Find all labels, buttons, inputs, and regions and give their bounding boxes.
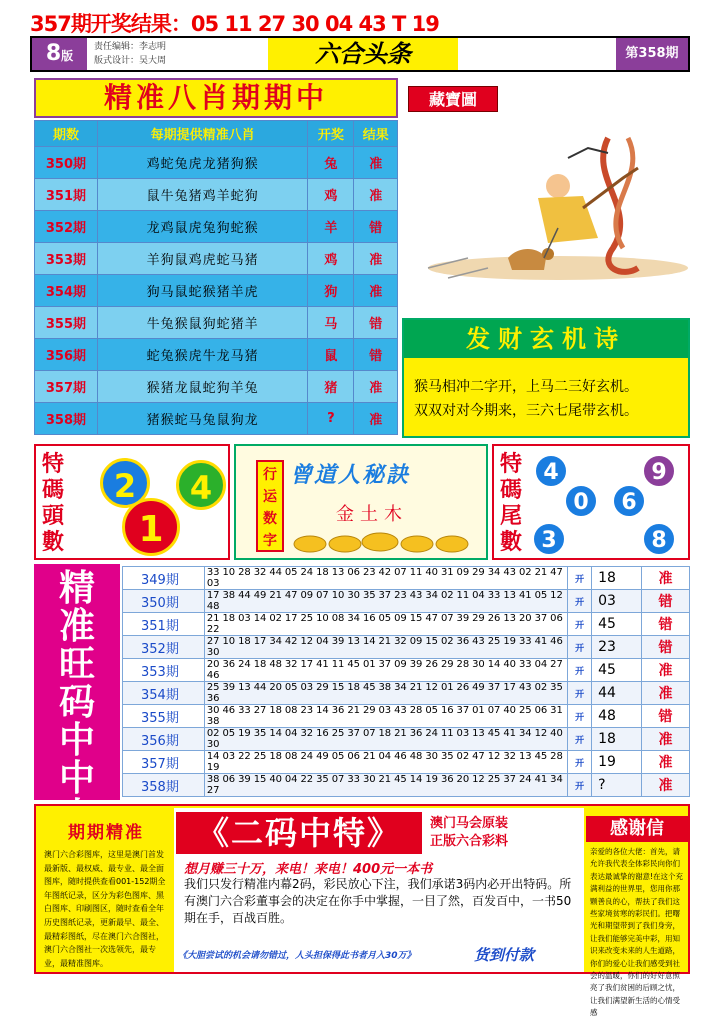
ad-footnote: 《大胆尝试的机会请勿错过，人头担保得此书者月入30万》: [178, 951, 416, 961]
cell-draw: 狗: [308, 275, 354, 307]
secret-panel: [234, 444, 488, 560]
cell-kai: 开: [568, 682, 592, 705]
secret-title: 曾道人秘訣: [290, 463, 411, 488]
eight-zodiac-table: [34, 120, 398, 435]
cell-kai: 开: [568, 705, 592, 728]
cell-period: 350期: [123, 590, 205, 613]
ad-subtitle-1: 澳门马会原装: [430, 816, 509, 831]
table-row: [123, 636, 690, 659]
cell-numbers: 17 38 44 49 21 47 09 07 10 30 35 37 23 43 34 02 11 04 33 13 41 05 12 48: [204, 590, 567, 613]
thank-you-letter: [586, 812, 688, 1018]
cell-kai: 开: [568, 567, 592, 590]
cell-result: 准: [354, 147, 398, 179]
cell-numbers: 27 10 18 17 34 42 12 04 39 13 14 21 32 09 15 02 36 43 25 19 33 41 46 30: [204, 636, 567, 659]
table-row: [35, 275, 398, 307]
cell-zodiacs: 猴猪龙鼠蛇狗羊兔: [97, 371, 308, 403]
cell-period: 351期: [123, 613, 205, 636]
header-zodiacs: 每期提供精准八肖: [97, 121, 308, 147]
cell-kai: 开: [568, 590, 592, 613]
page-number: 8: [45, 41, 62, 66]
designer-line: 版式设计：吴大周: [94, 56, 167, 66]
cell-draw: 18: [592, 567, 642, 590]
cell-result: 准: [642, 567, 690, 590]
lucky-number-badge: 行 运 数 字: [256, 460, 284, 552]
cell-zodiacs: 猪猴蛇马兔鼠狗龙: [97, 403, 308, 435]
cell-draw: 23: [592, 636, 642, 659]
cell-zodiacs: 狗马鼠蛇猴猪羊虎: [97, 275, 308, 307]
cell-result: 准: [354, 275, 398, 307]
header-draw: 开奖: [308, 121, 354, 147]
masthead: [30, 36, 690, 72]
table-header-row: [35, 121, 398, 147]
cell-result: 错: [642, 636, 690, 659]
cell-draw: 19: [592, 751, 642, 774]
table-row: [123, 682, 690, 705]
cell-kai: 开: [568, 613, 592, 636]
cell-result: 错: [354, 211, 398, 243]
cell-zodiacs: 牛兔猴鼠狗蛇猪羊: [97, 307, 308, 339]
table-row: [35, 179, 398, 211]
cell-draw: 45: [592, 659, 642, 682]
cell-draw: 03: [592, 590, 642, 613]
cell-period: 358期: [35, 403, 98, 435]
every-issue-body: 澳门六合彩图库，这里是澳门首发最新版、最权威、最专业、最全面图库，随时提供查看001-152期全年图纸记录，区分为彩色图库、黑白图库、印刷图区，随时查看全年历史图纸记录，更新最早、最全、最精彩图纸，尽在澳门六合图社，澳门六合图社一次选领先，最专业，最精准图库。: [44, 850, 166, 968]
cell-result: 错: [354, 307, 398, 339]
tail-ball: 9: [642, 454, 676, 488]
fortune-poem-panel: [402, 318, 690, 438]
cell-kai: 开: [568, 659, 592, 682]
cell-period: 358期: [123, 774, 205, 797]
thanks-body: 亲爱的各位大佬：首先，请允许我代表全体彩民向你们表达最诚挚的谢意!在这个充满利益的世界里，您用你那颗善良的心，帮扶了我们这些家境贫寒的彩民们。把曙光和期望带到了我们身旁，让我们能够完美中彩，用知识来改变未来的人生道路，你们的爱心让我们感受到社会的温暖，你们的好好意照亮了我们贫困的后顾之忧，让我们满望新生活的心情受感: [590, 847, 684, 1018]
cell-period: 354期: [123, 682, 205, 705]
table-row: [35, 307, 398, 339]
cell-result: 准: [642, 659, 690, 682]
cell-result: 准: [354, 371, 398, 403]
special-tail-panel: [492, 444, 690, 560]
cell-period: 355期: [123, 705, 205, 728]
cell-zodiacs: 鼠牛兔猪鸡羊蛇狗: [97, 179, 308, 211]
cell-numbers: 14 03 22 25 18 08 24 49 05 06 21 04 46 48 30 35 02 47 12 32 13 45 28 19: [204, 751, 567, 774]
cell-result: 准: [354, 403, 398, 435]
cell-draw: 45: [592, 613, 642, 636]
special-head-panel: [34, 444, 230, 560]
cell-draw: 鸡: [308, 243, 354, 275]
cash-on-delivery: 货到付款: [474, 946, 535, 964]
cell-result: 准: [642, 751, 690, 774]
cell-result: 错: [642, 705, 690, 728]
cell-period: 354期: [35, 275, 98, 307]
cell-numbers: 25 39 13 44 20 05 03 29 15 18 45 38 34 21 12 01 26 49 37 17 43 02 35 36: [204, 682, 567, 705]
dog: [508, 249, 546, 270]
table-row: [123, 751, 690, 774]
cell-numbers: 33 10 28 32 44 05 24 18 13 06 23 42 07 11 40 31 09 29 34 43 02 21 47 03: [204, 567, 567, 590]
hot-numbers-label: [34, 564, 120, 800]
tail-label: 特 碼 尾 數: [500, 452, 523, 555]
ad-slogan: 想月赚三十万，来电！来电！400元一本书: [184, 862, 433, 877]
cell-draw: 18: [592, 728, 642, 751]
head-label: 特 碼 頭 數: [42, 452, 65, 555]
ad-body: 我们只发行精准内幕2码，彩民放心下注，我们承诺3码内必开出特码。所有澳门六合彩董事会的决定在你手中掌握，一目了然，百发百中，一书50期在手，百战百胜。: [184, 877, 572, 925]
cell-period: 352期: [123, 636, 205, 659]
cell-period: 353期: [123, 659, 205, 682]
editor-line: 责任编辑：李志明: [94, 42, 167, 52]
header-result: 结果: [354, 121, 398, 147]
cell-draw: ?: [308, 403, 354, 435]
table-row: [35, 403, 398, 435]
tail-ball: 6: [612, 484, 646, 518]
cell-result: 准: [354, 179, 398, 211]
table-row: [35, 147, 398, 179]
table-row: [35, 211, 398, 243]
table-row: [35, 339, 398, 371]
cell-period: 357期: [123, 751, 205, 774]
cell-period: 352期: [35, 211, 98, 243]
treasure-stamp: 藏寶圖: [408, 86, 498, 112]
cell-period: 353期: [35, 243, 98, 275]
thanks-title: 感谢信: [586, 816, 688, 842]
two-code-ad: [174, 808, 584, 972]
cell-zodiacs: 羊狗鼠鸡虎蛇马猪: [97, 243, 308, 275]
cell-draw: 兔: [308, 147, 354, 179]
hot-numbers-label-text: 精 准 旺 码 中 中: [58, 568, 95, 799]
cell-numbers: 20 36 24 18 48 32 17 41 11 45 01 37 09 39 26 29 28 30 14 40 33 04 27 46: [204, 659, 567, 682]
cell-result: 错: [354, 339, 398, 371]
table-row: [123, 613, 690, 636]
cell-numbers: 02 05 19 35 14 04 32 16 25 37 07 18 21 36 24 11 03 13 45 41 34 12 40 30: [204, 728, 567, 751]
cell-draw: 马: [308, 307, 354, 339]
head-ball: 4: [176, 460, 226, 510]
poem-line-1: 猴马相冲二字开，上马二三好玄机。: [414, 379, 638, 395]
header-period: 期数: [35, 121, 98, 147]
table-row: [35, 243, 398, 275]
table-row: [123, 728, 690, 751]
twisted-tree-branch: [616, 138, 633, 248]
tail-ball: 8: [642, 522, 676, 556]
walking-stick: [583, 168, 638, 208]
cell-result: 准: [642, 682, 690, 705]
cell-kai: 开: [568, 751, 592, 774]
bottom-panel: [34, 804, 690, 1018]
table-row: [123, 705, 690, 728]
table-row: [123, 567, 690, 590]
ground: [428, 256, 688, 280]
cell-result: 准: [642, 728, 690, 751]
cell-period: 356期: [123, 728, 205, 751]
table-row: [123, 774, 690, 797]
cell-draw: 44: [592, 682, 642, 705]
cell-period: 356期: [35, 339, 98, 371]
cell-draw: 羊: [308, 211, 354, 243]
paper-title: 六合头条: [268, 38, 458, 70]
cell-draw: ?: [592, 774, 642, 797]
page-unit: 版: [61, 49, 74, 63]
cell-period: 357期: [35, 371, 98, 403]
cell-zodiacs: 龙鸡鼠虎兔狗蛇猴: [97, 211, 308, 243]
page-number-badge: [32, 38, 87, 70]
table-row: [123, 659, 690, 682]
cell-draw: 鸡: [308, 179, 354, 211]
tail-ball: 3: [532, 522, 566, 556]
cell-period: 350期: [35, 147, 98, 179]
cell-result: 错: [642, 590, 690, 613]
cell-numbers: 30 46 33 27 18 08 23 14 36 21 29 03 43 28 05 16 37 01 07 40 25 06 31 38: [204, 705, 567, 728]
five-elements: 金土木: [336, 504, 408, 525]
cell-zodiacs: 鸡蛇兔虎龙猪狗猴: [97, 147, 308, 179]
tail-ball: 0: [564, 484, 598, 518]
poem-line-2: 双双对对今期来，三六七尾带玄机。: [414, 403, 638, 419]
cell-draw: 猪: [308, 371, 354, 403]
cell-draw: 48: [592, 705, 642, 728]
every-issue-panel: [40, 812, 172, 972]
draw-result-line: 357期开奖结果：05 11 27 30 04 43 T 19: [30, 12, 439, 36]
cell-zodiacs: 蛇兔猴虎牛龙马猪: [97, 339, 308, 371]
cell-period: 355期: [35, 307, 98, 339]
hot-numbers-table: [122, 566, 690, 797]
cell-result: 准: [354, 243, 398, 275]
issue-number: 第358期: [616, 38, 688, 70]
cell-kai: 开: [568, 728, 592, 751]
head-ball: 2: [100, 458, 150, 508]
tail-ball: 4: [534, 454, 568, 488]
gold-ingots-icon: [290, 528, 480, 554]
cell-draw: 鼠: [308, 339, 354, 371]
cell-kai: 开: [568, 774, 592, 797]
table-row: [35, 371, 398, 403]
cell-period: 351期: [35, 179, 98, 211]
cell-kai: 开: [568, 636, 592, 659]
ad-subtitle-2: 正版六合彩料: [430, 834, 509, 849]
old-man-head: [546, 174, 570, 198]
editor-info: [94, 40, 166, 68]
poem-title: 发财玄机诗: [404, 320, 688, 358]
cell-period: 349期: [123, 567, 205, 590]
cell-result: 准: [642, 774, 690, 797]
eight-zodiac-title: 精准八肖期期中: [34, 78, 398, 118]
cell-numbers: 21 18 03 14 02 17 25 10 08 34 16 05 09 15 47 07 39 29 26 13 20 37 06 22: [204, 613, 567, 636]
old-man-dog-illustration: [408, 118, 690, 314]
every-issue-title: 期期精准: [68, 823, 144, 843]
table-row: [123, 590, 690, 613]
cell-result: 错: [642, 613, 690, 636]
head-ball: 1: [122, 498, 180, 556]
ad-title: 《二码中特》: [176, 812, 422, 854]
cell-numbers: 38 06 39 15 40 04 22 35 07 33 30 21 45 14 19 36 20 12 25 37 24 41 34 27: [204, 774, 567, 797]
